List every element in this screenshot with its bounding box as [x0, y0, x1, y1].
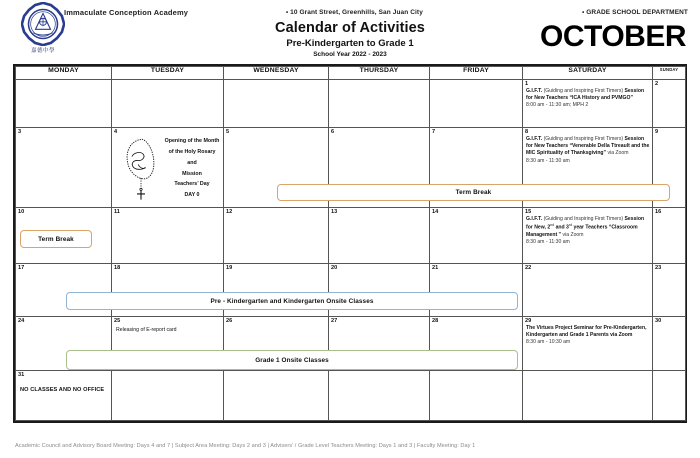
day-number: 30	[655, 318, 662, 324]
school-year: School Year 2022 - 2023	[313, 51, 387, 59]
week-row-6	[16, 371, 686, 421]
day-cell-30[interactable]	[653, 317, 686, 371]
oct4-line-1: Opening of the Month	[164, 138, 220, 144]
day-number: 24	[18, 318, 25, 324]
weekday-wednesday: WEDNESDAY	[224, 67, 329, 80]
day-number: 9	[655, 129, 659, 135]
day-number: 22	[525, 265, 532, 271]
day-cell-empty	[653, 371, 686, 421]
day-cell-empty	[329, 371, 430, 421]
event-text	[526, 325, 650, 347]
ordinal-nd: nd	[550, 223, 555, 228]
day-cell-16[interactable]	[653, 208, 686, 264]
day-number: 29	[525, 318, 532, 324]
day-number: 28	[432, 318, 439, 324]
day-number: 3	[18, 129, 22, 135]
oct4-line-5: DAY 0	[184, 192, 200, 199]
day-cell-empty	[112, 371, 224, 421]
day-number: 20	[331, 265, 338, 271]
event-acronym: G.I.F.T.	[526, 216, 543, 222]
event-title: Session for New Teachers “ICA History and PVMGO”	[526, 88, 645, 102]
day-number: 15	[525, 209, 532, 215]
day-cell-empty	[523, 371, 653, 421]
weekday-friday: FRIDAY	[430, 67, 523, 80]
event-text	[526, 88, 650, 110]
day-number: 27	[331, 318, 338, 324]
event-suffix: via Zoom	[606, 150, 629, 157]
day-cell-2[interactable]	[653, 80, 686, 128]
event-title-mid: and 3	[554, 224, 569, 231]
day-number: 13	[331, 209, 338, 215]
day-cell-11[interactable]	[112, 208, 224, 264]
event-time: 8:30 am - 11:30 am	[526, 239, 570, 246]
event-title-post: year Teachers “Classroom Management ”	[526, 224, 638, 239]
event-expansion: (Guiding and Inspiring First Timers)	[543, 136, 624, 142]
day-number: 7	[432, 129, 436, 135]
day-cell-1[interactable]	[523, 80, 653, 128]
day-cell-15[interactable]	[523, 208, 653, 264]
day-cell-empty	[430, 80, 523, 128]
day-number: 8	[525, 129, 529, 135]
event-time: 8:00 am - 11:30 am; MPH 2	[526, 102, 589, 109]
day-cell-empty	[16, 80, 112, 128]
day-number: 16	[655, 209, 662, 215]
no-classes-note: NO CLASSES AND NO OFFICE	[20, 387, 105, 393]
day-number: 26	[226, 318, 233, 324]
event-title: The Virtues Project Seminar for Pre-Kindergarten, Kindergarten and Grade 1 Parents via Zoom	[526, 325, 647, 339]
oct4-note	[164, 136, 220, 201]
day-cell-12[interactable]	[224, 208, 329, 264]
day-number: 14	[432, 209, 439, 215]
oct4-line-3: Mission	[182, 170, 202, 177]
weekday-tuesday: TUESDAY	[112, 67, 224, 80]
day-number: 6	[331, 129, 335, 135]
day-cell-4[interactable]	[112, 128, 224, 208]
event-time: 8:30 am - 10:30 am	[526, 339, 571, 346]
page-title: Calendar of Activities	[275, 20, 425, 36]
event-text	[526, 136, 650, 165]
day-cell-23[interactable]	[653, 264, 686, 317]
oct4-line-2: of the Holy Rosary and	[168, 148, 216, 166]
department-label	[582, 9, 688, 16]
bullet-icon: •	[286, 10, 289, 16]
event-suffix: via Zoom	[561, 232, 584, 239]
day-number: 10	[18, 209, 25, 215]
day-cell-22[interactable]	[523, 264, 653, 317]
day-number: 4	[114, 129, 118, 135]
day-number: 11	[114, 209, 120, 215]
day-number: 31	[18, 372, 25, 378]
school-address-text: 10 Grant Street, Greenhills, San Juan City	[290, 9, 423, 16]
week-row-1	[16, 80, 686, 128]
day-cell-29[interactable]	[523, 317, 653, 371]
event-title-pre: Session for New, 2	[526, 216, 645, 231]
banner-grade1-onsite[interactable]: Grade 1 Onsite Classes	[66, 350, 518, 370]
event-expansion: (Guiding and Inspiring First Timers)	[543, 88, 624, 94]
page-subtitle: Pre-Kindergarten to Grade 1	[286, 37, 414, 49]
bullet-icon-2: •	[582, 10, 585, 16]
seal-chinese-text: 嘉德中學	[30, 48, 55, 54]
event-text	[526, 216, 650, 247]
day-cell-empty	[112, 80, 224, 128]
day-number: 1	[525, 81, 529, 87]
weekday-sunday: SUNDAY	[653, 67, 686, 80]
event-expansion: (Guiding and Inspiring First Timers)	[543, 216, 624, 222]
day-number: 21	[432, 265, 439, 271]
weekday-thursday: THURSDAY	[329, 67, 430, 80]
day-cell-3[interactable]	[16, 128, 112, 208]
day-number: 5	[226, 129, 230, 135]
oct4-line-4: Teachers’ Day	[174, 181, 210, 188]
month-title: OCTOBER	[540, 20, 686, 53]
department-text: GRADE SCHOOL DEPARTMENT	[586, 9, 688, 16]
day-cell-empty	[224, 371, 329, 421]
school-address	[286, 9, 423, 16]
day-number: 12	[226, 209, 233, 215]
school-name: Immaculate Conception Academy	[64, 8, 189, 17]
day-cell-empty	[430, 371, 523, 421]
rosary-hand-icon	[124, 136, 158, 202]
day-cell-13[interactable]	[329, 208, 430, 264]
week-row-3	[16, 208, 686, 264]
weekday-header-row	[16, 67, 686, 80]
page-header	[0, 0, 700, 62]
day-number: 23	[655, 265, 662, 271]
day-number: 17	[18, 265, 25, 271]
day-number: 25	[114, 318, 121, 324]
banner-prekindergarten-onsite[interactable]: Pre - Kindergarten and Kindergarten Onsite Classes	[66, 292, 518, 310]
event-title: Session for New Teachers “Venerable Della Ttreault and the MIC Spirituality of Thanksgiving”	[526, 136, 650, 157]
footer-note: Academic Council and Advisory Board Meeting: Days 4 and 7 | Subject Area Meeting: Days 2 and 3 | Advisers’ / Grade Level Teachers Meeting: Days 1 and 3 | Faculty Meeting: Day 1	[15, 443, 476, 449]
event-acronym: G.I.F.T.	[526, 136, 543, 142]
day-cell-empty	[329, 80, 430, 128]
event-text: Releasing of E-report card	[116, 327, 177, 333]
day-number: 19	[226, 265, 233, 271]
banner-term-break-small[interactable]: Term Break	[20, 230, 92, 248]
weekday-saturday: SATURDAY	[523, 67, 653, 80]
event-time: 8:30 am - 11:30 am	[526, 157, 570, 164]
banner-term-break-wide[interactable]: Term Break	[277, 184, 670, 201]
day-cell-14[interactable]	[430, 208, 523, 264]
day-cell-31[interactable]	[16, 371, 112, 421]
day-cell-empty	[224, 80, 329, 128]
ordinal-rd: rd	[568, 223, 573, 228]
event-acronym: G.I.F.T.	[526, 88, 543, 94]
weekday-monday: MONDAY	[16, 67, 112, 80]
day-number: 2	[655, 81, 659, 87]
day-number: 18	[114, 265, 121, 271]
